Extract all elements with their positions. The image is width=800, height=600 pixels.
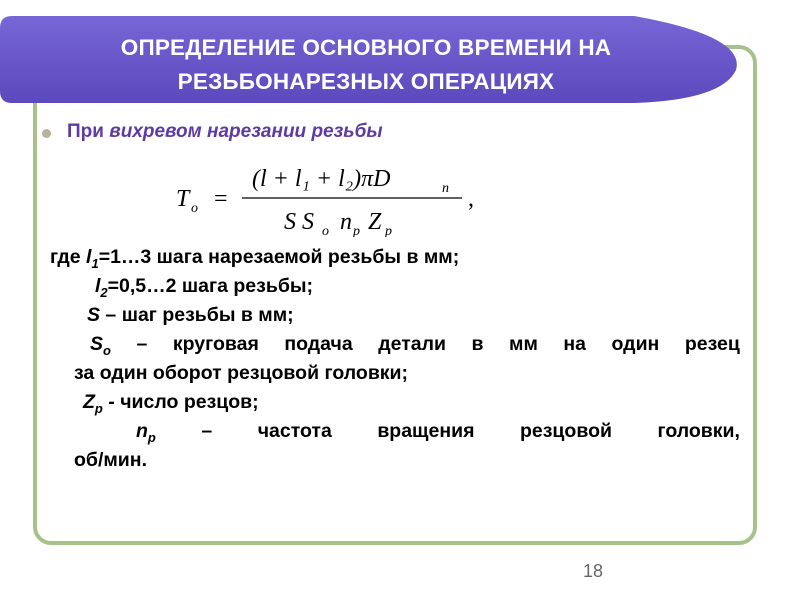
var-l1-sub: 1 — [91, 256, 99, 271]
bullet-dot-icon — [42, 129, 51, 138]
title-line-2: РЕЗЬБОНАРЕЗНЫХ ОПЕРАЦИЯХ — [177, 69, 555, 94]
so-word: один — [611, 333, 660, 355]
var-np — [136, 417, 156, 446]
definitions-block — [50, 243, 740, 475]
var-so-sub: o — [103, 343, 111, 358]
np-word: частота — [257, 420, 332, 442]
np-word: головки, — [657, 420, 740, 442]
formula-lhs-sub: o — [191, 201, 198, 216]
definition-s-text: – шаг резьбы в мм; — [100, 304, 294, 326]
definition-l2-text: =0,5…2 шага резьбы; — [107, 275, 314, 297]
var-l2-sub: 2 — [100, 285, 108, 300]
formula-denominator-sub1: o — [322, 224, 329, 237]
bullet-prefix: При — [67, 121, 110, 142]
bullet-text — [67, 121, 383, 143]
definition-zp-text: - число резцов; — [102, 391, 259, 413]
time-formula — [172, 157, 492, 237]
var-l1: l — [86, 246, 92, 268]
var-so-letter: S — [90, 333, 104, 355]
var-s: S — [87, 304, 101, 326]
np-word: вращения — [377, 420, 475, 442]
where-word: где — [50, 246, 87, 268]
definition-so — [50, 330, 740, 359]
var-np-letter: n — [136, 420, 148, 442]
definition-l1 — [50, 243, 740, 272]
var-np-sub: p — [147, 430, 156, 445]
formula-denominator-sub3: p — [385, 224, 392, 237]
title-banner — [0, 8, 746, 108]
formula-denominator-sub2: p — [353, 224, 360, 237]
var-zp-sub: p — [94, 401, 103, 416]
definition-l2 — [50, 272, 740, 301]
so-word: круговая — [172, 333, 259, 355]
bullet-item — [42, 117, 383, 147]
formula-denominator-end: Z — [368, 209, 382, 235]
page-number: 18 — [583, 561, 604, 581]
var-zp: Z — [83, 391, 95, 413]
formula-lhs: T — [176, 186, 190, 212]
var-so — [90, 330, 111, 359]
formula-trailing: , — [468, 186, 474, 212]
so-word: – — [136, 333, 148, 355]
so-word: в — [471, 333, 484, 355]
formula-numerator-sub: п — [442, 181, 449, 196]
title-line-1: ОПРЕДЕЛЕНИЕ ОСНОВНОГО ВРЕМЕНИ НА — [120, 35, 612, 60]
np-word: резцовой — [519, 420, 612, 442]
definition-s — [50, 301, 740, 330]
so-word: детали — [378, 333, 446, 355]
so-word: подача — [284, 333, 353, 355]
so-word: мм — [509, 333, 538, 355]
bullet-emphasis: вихревом нарезании резьбы — [109, 121, 383, 142]
formula-denominator: S S — [284, 209, 314, 235]
definition-l1-text: =1…3 шага нарезаемой резьбы в мм; — [98, 246, 460, 268]
formula-equals: = — [214, 186, 228, 212]
var-l2: l — [95, 275, 101, 297]
page-title — [2, 31, 730, 99]
so-word: на — [563, 333, 587, 355]
definition-np-cont: об/мин. — [74, 449, 147, 471]
definition-so-cont: за один оборот резцовой головки; — [74, 362, 409, 384]
definition-zp — [50, 388, 740, 417]
np-word: – — [201, 420, 213, 442]
so-word: резец — [684, 333, 740, 355]
formula-numerator: (l + l₁ + l₂)πD — [252, 166, 391, 192]
formula-denominator-mid: n — [340, 209, 352, 235]
definition-np — [50, 417, 740, 446]
